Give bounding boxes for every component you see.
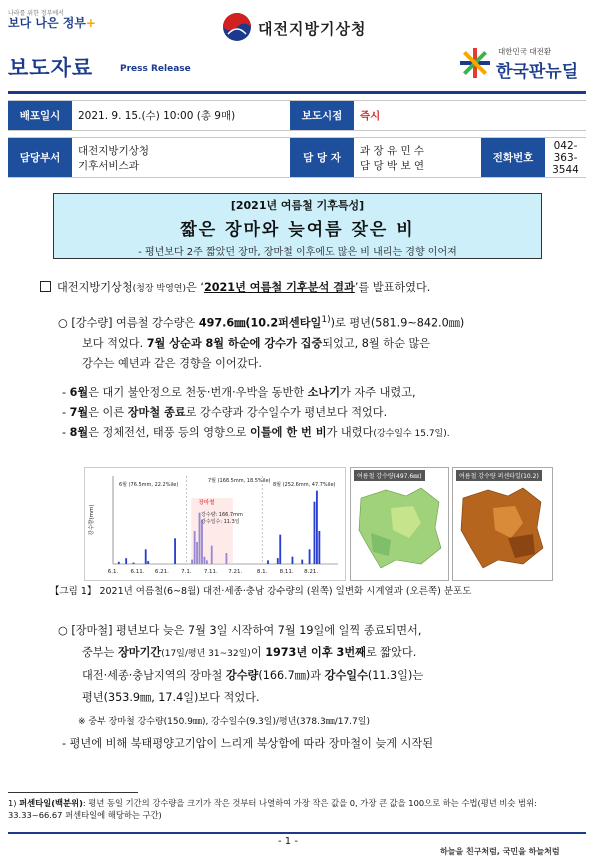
monsoon-paragraph [58, 620, 583, 709]
person-label: 담 당 자 [290, 138, 354, 178]
dept-value-2: 기후서비스과 [78, 159, 139, 172]
phone-label: 전화번호 [481, 138, 545, 178]
person-value-2: 담 당 박 보 연 [360, 159, 425, 172]
circle-bullet-icon: ○ [58, 316, 72, 330]
press-title: 보도자료 [8, 56, 94, 80]
monsoon-span [191, 498, 233, 564]
bar [292, 557, 294, 564]
headline-desc: - 평년보다 2주 짧았던 장마, 장마철 이후에도 많은 비 내리는 경향 이어져 [138, 247, 457, 258]
bar [279, 535, 281, 564]
header-rule [8, 91, 586, 94]
x-tick-label: 6.21. [154, 569, 169, 575]
headline-main: 짧은 장마와 늦여름 잦은 비 [180, 220, 415, 240]
person-value [354, 138, 481, 178]
monsoon-text-2: 중부는 [82, 646, 118, 659]
footnote-rule [8, 792, 138, 793]
monsoon-note: 강수일수: 11.3일 [201, 519, 240, 525]
bar [145, 549, 147, 564]
bar [301, 560, 303, 564]
footnote-term: 퍼센타일(백분위) [19, 798, 83, 808]
bar [277, 558, 279, 564]
july-tail: 로 강수량과 강수일수가 평년보다 적었다. [185, 406, 388, 419]
x-tick-label: 8.1. [256, 569, 268, 575]
map2-title: 여름철 강수량 퍼센타일(10.2) [456, 470, 542, 481]
lead-text-4: 2021년 여름철 기후분석 결과 [203, 281, 355, 294]
lead-text-1: 대전지방기상청 [57, 281, 133, 294]
monsoon-last-line: - 평년에 비해 북태평양고기압이 느리게 북상함에 따라 장마철이 늦게 시작된 [62, 737, 434, 750]
map1-title: 여름철 강수량(497.6㎜) [354, 470, 425, 481]
monsoon-text-6: 1973년 이후 3번째 [265, 646, 366, 659]
footer-slogan: 하늘을 친구처럼, 국민을 하늘처럼 [440, 847, 560, 856]
bar [174, 538, 176, 564]
month-list [62, 383, 582, 444]
month-note: 8월 (252.6mm, 47.7%ile) [273, 482, 336, 488]
june-text: 은 대기 불안정으로 천둥·번개·우박을 동반한 [88, 386, 308, 399]
y-axis-label: 강수량(mm) [89, 504, 95, 536]
july-item: - 7월은 이른 장마철 종료로 강수량과 강수일수가 평년보다 적었다. [62, 406, 388, 419]
month-note: 6월 (76.5mm, 22.2%ile) [119, 482, 179, 488]
rain-line-3: 강수는 예년과 같은 경향을 이어갔다. [82, 356, 262, 370]
x-tick-label: 6.1. [107, 569, 119, 575]
june-item: - 6월은 대기 불안정으로 천둥·번개·우박을 동반한 소나기가 자주 내렸고, [62, 386, 416, 399]
monsoon-text-5: 이 [250, 646, 266, 659]
monsoon-line-3 [58, 665, 583, 687]
newdeal-logo-icon [458, 46, 492, 80]
x-tick-label: 8.11. [279, 569, 294, 575]
release-info-table [8, 100, 586, 178]
aug-tail: 가 내렸다 [326, 426, 374, 439]
rainfall-timeseries-chart [84, 467, 346, 581]
rain-text-7: 되었고, 8월 하순 많은 [322, 336, 431, 350]
aug-text: 은 정체전선, 태풍 등의 영향으로 [88, 426, 251, 439]
dept-label: 담당부서 [8, 138, 72, 178]
bar [318, 531, 320, 564]
person-value-1: 과 장 유 민 수 [360, 144, 425, 157]
kma-emblem-icon [222, 12, 252, 42]
monsoon-text-4: (17일/평년 31~32일) [161, 649, 251, 659]
headline-sub: [2021년 여름철 기후특성] [230, 199, 365, 212]
month-note: 7월 (168.5mm, 18.5%ile) [208, 478, 271, 484]
rain-text-4: )로 평년(581.9~842.0㎜) [330, 316, 465, 330]
monsoon-text-9: 강수량 [225, 669, 259, 682]
monsoon-text-12: (11.3일)는 [367, 669, 424, 682]
map1-svg [351, 468, 448, 580]
dept-value-1: 대전지방기상청 [78, 144, 150, 157]
monsoon-label: 장마철 [198, 500, 215, 506]
bar [118, 562, 120, 564]
june-label: 6월 [69, 386, 89, 399]
footnote-num: 1) [8, 798, 17, 808]
rain-line-2 [58, 334, 578, 354]
date-value: 2021. 9. 15.(수) 10:00 (총 9매) [72, 101, 290, 131]
monsoon-text-11: 강수일수 [324, 669, 368, 682]
june-tail: 가 자주 내렸고, [340, 386, 416, 399]
newdeal-slogan: 대한민국 대전환 [498, 47, 552, 56]
press-title-en: Press Release [120, 64, 191, 74]
percentile-map [452, 467, 553, 581]
rain-text-6: 7월 상순과 8월 하순에 강수가 집중 [146, 336, 323, 350]
rain-sup: 1) [321, 315, 331, 325]
monsoon-text-10: (166.7㎜)과 [258, 669, 325, 682]
dept-value [72, 138, 290, 178]
monsoon-note: ※ 중부 장마철 강수량(150.9㎜), 강수일수(9.3일)/평년(378.3㎜/17.7일) [78, 717, 370, 727]
rain-line-1 [58, 310, 578, 334]
bar [314, 502, 316, 564]
release-label: 보도시점 [290, 101, 354, 131]
kma-name: 대전지방기상청 [258, 20, 367, 38]
square-bullet-icon [40, 281, 51, 292]
release-value: 즉시 [354, 101, 586, 131]
bar [147, 561, 149, 564]
footnote-text: : 평년 동일 기간의 강수량을 크기가 작은 것부터 나열하여 가장 작은 값을 0, 가장 큰 값을 100으로 하는 수법(평년 비슷 범위: 33.33~66.67 퍼센타일에 해당하는 구간) [8, 798, 537, 820]
bar [309, 549, 311, 564]
footnote [8, 797, 578, 821]
map2-svg [453, 468, 552, 580]
bar [267, 560, 269, 564]
plus-icon: + [85, 16, 96, 30]
monsoon-text-1: [장마철] 평년보다 늦은 7월 3일 시작하여 7월 19일에 일찍 종료되면서, [71, 624, 422, 637]
lead-text-5: ’를 발표하였다. [354, 281, 431, 294]
monsoon-text-3: 장마기간 [117, 646, 162, 659]
rain-text-5: 보다 적었다. [82, 336, 147, 350]
gov-logo [8, 14, 96, 31]
july-em: 장마철 종료 [127, 406, 186, 419]
lead-text-3: 은 ‘ [186, 281, 204, 294]
aug-em: 이틀에 한 번 비 [250, 426, 327, 439]
lead-paragraph [40, 281, 430, 296]
x-tick-label: 6.11. [130, 569, 145, 575]
june-em: 소나기 [307, 386, 341, 399]
gov-logo-text: 보다 나은 정부 [8, 16, 86, 30]
x-tick-label: 8.21. [304, 569, 319, 575]
rain-text-2: 497.6㎜(10.2퍼센타일 [198, 316, 322, 330]
july-text: 은 이른 [88, 406, 128, 419]
gov-slogan: 나라를 위한 정부에서 [8, 10, 64, 17]
lead-text-2: (청장 박영연) [132, 284, 187, 294]
aug-days: (강수일수 15.7일). [373, 429, 450, 439]
bar [125, 558, 127, 564]
monsoon-note: 강수량: 166.7mm [201, 512, 243, 518]
page-number: - 1 - [278, 836, 298, 847]
aug-label: 8월 [69, 426, 89, 439]
monsoon-line-2 [58, 642, 583, 665]
july-label: 7월 [69, 406, 89, 419]
rainfall-map [350, 467, 449, 581]
phone-value: 042-363-3544 [545, 138, 586, 178]
monsoon-line-1 [58, 620, 583, 642]
monsoon-text-7: 로 짧았다. [365, 646, 417, 659]
x-tick-label: 7.11. [203, 569, 218, 575]
rain-text-1: [강수량] 여름철 강수량은 [71, 316, 199, 330]
aug-item: - 8월은 정체전선, 태풍 등의 영향으로 이틀에 한 번 비가 내렸다(강수일수 15.7일). [62, 426, 450, 439]
headline-box [53, 193, 542, 259]
date-label: 배포일시 [8, 101, 72, 131]
rain-paragraph [58, 310, 578, 374]
bar [316, 491, 318, 564]
monsoon-text-8: 대전·세종·충남지역의 장마철 [82, 669, 226, 682]
x-tick-label: 7.21. [228, 569, 243, 575]
bar [133, 563, 135, 564]
monsoon-line-4: 평년(353.9㎜, 17.4일)보다 적었다. [82, 691, 260, 704]
footer-rule [8, 832, 586, 834]
chart-svg [85, 468, 345, 580]
figure-caption: 【그림 1】 2021년 여름철(6~8월) 대전·세종·충남 강수량의 (왼쪽) 일변화 시계열과 (오른쪽) 분포도 [50, 586, 472, 597]
x-tick-label: 7.1. [181, 569, 192, 575]
newdeal-title: 한국판뉴딜 [496, 62, 579, 82]
circle-bullet-icon-2: ○ [58, 624, 72, 637]
